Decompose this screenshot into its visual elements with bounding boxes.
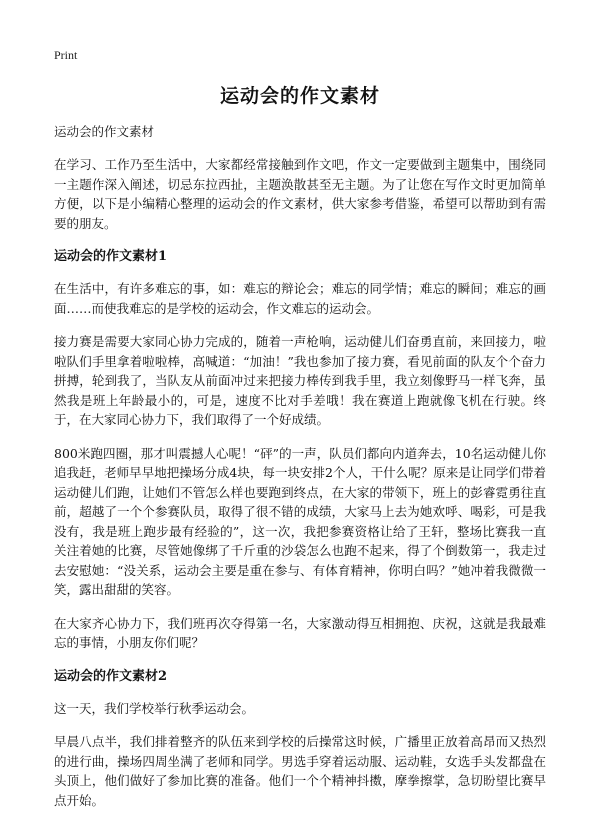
section-1 <box>54 247 546 653</box>
print-link[interactable]: Print <box>54 48 78 62</box>
section-paragraph: 在大家齐心协力下，我们班再次夺得第一名，大家激动得互相拥抱、庆祝，这就是我最难忘的事情，小朋友你们呢？ <box>54 615 546 650</box>
section-paragraph: 800米跑四圈，那才叫震撼人心呢！“砰”的一声，队员们都向内道奔去，10名运动健儿你追我赶，老师早早地把操场分成4块，每一块安排2个人，干什么呢？原来是让同学们带着运动健儿们跑，让她们不管怎么样也要跑到终点，在大家的带领下，班上的彭睿霓勇往直前，超越了一个个参赛队员，取得了很不错的成绩，大家马上去为她欢呼、喝彩，可是我没有，我是班上跑步最有经验的”，这一次，我把参赛资格让给了王轩，整场比赛我一直关注着她的比赛，尽管她像绑了千斤重的沙袋怎么也跑不起来，得了个倒数第一，我走过去安慰她：“没关系，运动会主要是重在参与、有体育精神，你明白吗？”她冲着我微微一笑，露出甜甜的笑容。 <box>54 445 546 597</box>
section-paragraph: 接力赛是需要大家同心协力完成的，随着一声枪响，运动健儿们奋勇直前，来回接力，啦啦队们手里拿着啦啦棒，高喊道：“加油！”我也参加了接力赛，看见前面的队友个个奋力拼搏，轮到我了，当队友从前面冲过来把接力棒传到我手里，我立刻像野马一样飞奔，虽然我是班上年龄最小的，可是，速度不比对手差哦！我在赛道上跑就像飞机在行驶。终于，在大家同心协力下，我们取得了一个好成绩。 <box>54 334 546 427</box>
document-subtitle: 运动会的作文素材 <box>54 124 155 139</box>
document-title: 运动会的作文素材 <box>219 85 380 107</box>
section-paragraph: 这一天，我们学校举行秋季运动会。 <box>54 700 255 716</box>
section-paragraph: 早晨八点半，我们排着整齐的队伍来到学校的后操常这时候，广播里正放着高昂而又热烈的进行曲，操场四周坐满了老师和同学。男选手穿着运动服、运动鞋，女选手头发都盘在头顶上，他们做好了参加比赛的准备。他们一个个精神抖擞，摩拳擦掌，急切盼望比赛早点开始。 <box>54 734 546 808</box>
intro-paragraph: 在学习、工作乃至生活中，大家都经常接触到作文吧，作文一定要做到主题集中，围绕同一主题作深入阐述，切忌东拉西扯，主题涣散甚至无主题。为了让您在写作文时更加简单方便，以下是小编精心整理的运动会的作文素材，供大家参考借鉴，希望可以帮助到有需要的朋友。 <box>54 157 546 231</box>
section-heading: 运动会的作文素材2 <box>54 668 168 684</box>
section-paragraph: 在生活中，有许多难忘的事，如：难忘的辩论会；难忘的同学情；难忘的瞬间；难忘的画面……而使我难忘的是学校的运动会，作文难忘的运动会。 <box>54 281 546 316</box>
section-2 <box>54 667 546 811</box>
section-heading: 运动会的作文素材1 <box>54 249 168 264</box>
